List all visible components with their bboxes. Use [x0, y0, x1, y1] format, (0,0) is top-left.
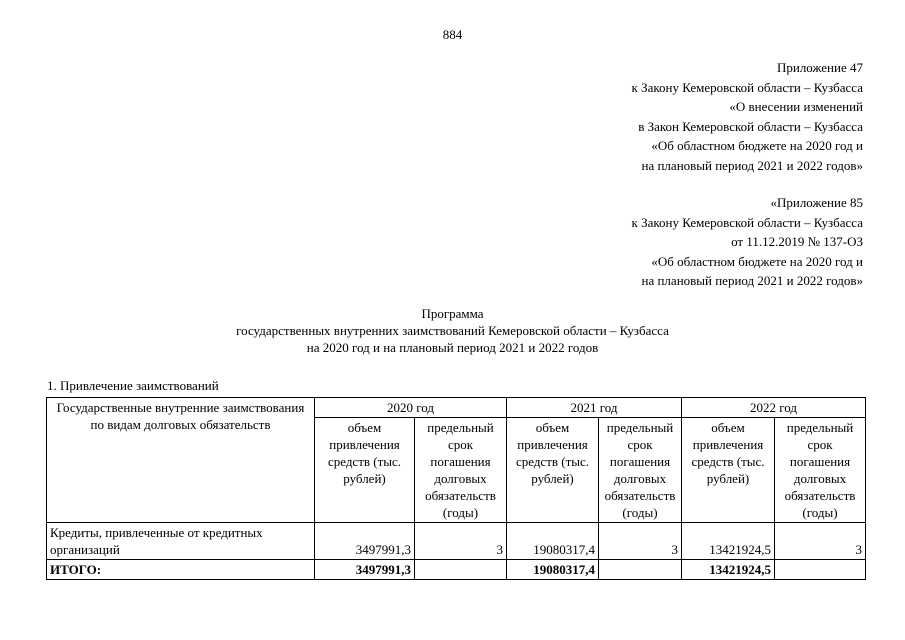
page-number: 884 [442, 27, 463, 42]
header-year: 2021 год [507, 398, 682, 418]
header-volume: объем привлечения средств (тыс. рублей) [682, 418, 775, 523]
annex-line: «Приложение 85 [770, 195, 863, 210]
table-header-row [47, 398, 866, 418]
annex-line: Приложение 47 [776, 60, 863, 75]
title-line: на 2020 год и на плановый период 2021 и 2022 годов [306, 340, 599, 355]
header-volume: объем привлечения средств (тыс. рублей) [315, 418, 415, 523]
header-year: 2020 год [315, 398, 507, 418]
header-year: 2022 год [682, 398, 866, 418]
annex-line: «Об областном бюджете на 2020 год и [651, 138, 863, 153]
row-label: Кредиты, привлеченные от кредитных организаций [47, 523, 315, 560]
total-term [599, 560, 682, 580]
total-term [415, 560, 507, 580]
title-line: государственных внутренних заимствований Кемеровской области – Кузбасса [236, 323, 669, 338]
header-term: предельный срок погашения долговых обязательств (годы) [415, 418, 507, 523]
total-volume: 3497991,3 [315, 560, 415, 580]
table-row [47, 523, 866, 560]
annex-line: на плановый период 2021 и 2022 годов» [641, 273, 863, 288]
header-volume: объем привлечения средств (тыс. рублей) [507, 418, 599, 523]
annex-line: на плановый период 2021 и 2022 годов» [641, 157, 863, 173]
annex-line: к Закону Кемеровской области – Кузбасса [631, 79, 863, 95]
total-label: ИТОГО: [47, 560, 315, 580]
annex-line: от 11.12.2019 № 137-ОЗ [731, 234, 863, 249]
document-title [0, 305, 905, 356]
total-row [47, 560, 866, 580]
cell-volume: 3497991,3 [315, 523, 415, 560]
header-debt-type: Государственные внутренние заимствования по видам долговых обязательств [47, 398, 315, 523]
annex-header [632, 58, 864, 175]
cell-volume: 13421924,5 [682, 523, 775, 560]
cell-term: 3 [599, 523, 682, 560]
header-term: предельный срок погашения долговых обязательств (годы) [599, 418, 682, 523]
title-line: Программа [421, 306, 484, 321]
annex-line: «О внесении изменений [729, 99, 863, 114]
annex-line: «Об областном бюджете на 2020 год и [651, 253, 863, 269]
header-term: предельный срок погашения долговых обязательств (годы) [775, 418, 866, 523]
annex-original [632, 193, 864, 291]
total-term [775, 560, 866, 580]
borrowings-table [46, 397, 866, 580]
cell-volume: 19080317,4 [507, 523, 599, 560]
total-volume: 13421924,5 [682, 560, 775, 580]
cell-term: 3 [415, 523, 507, 560]
total-volume: 19080317,4 [507, 560, 599, 580]
cell-term: 3 [775, 523, 866, 560]
annex-line: в Закон Кемеровской области – Кузбасса [638, 118, 863, 134]
section-title: 1. Привлечение заимствований [47, 378, 219, 393]
annex-line: к Закону Кемеровской области – Кузбасса [631, 214, 863, 230]
